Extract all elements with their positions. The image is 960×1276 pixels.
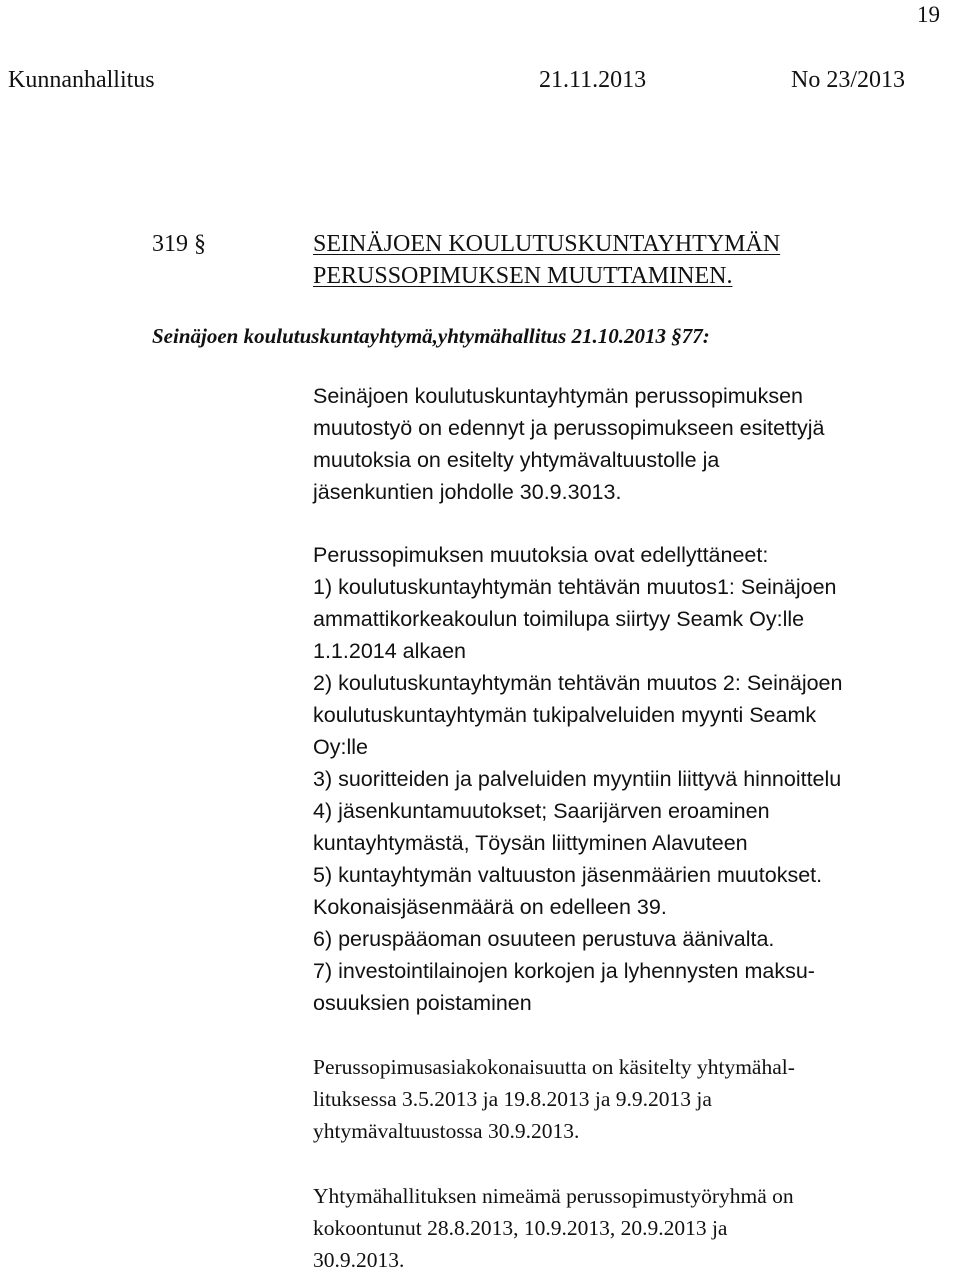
list-item-line: ammattikorkeakoulun toimilupa siirtyy Seamk Oy:lle: [313, 607, 805, 631]
header-meeting-number: No 23/2013: [791, 67, 905, 93]
paragraph-line: Perussopimusasiakokonaisuutta on käsitelty yhtymähal-: [313, 1055, 795, 1079]
reference-line: Seinäjoen koulutuskuntayhtymä,yhtymähallitus 21.10.2013 §77:: [152, 324, 710, 348]
list-item-line: 2) koulutuskuntayhtymän tehtävän muutos 2: Seinäjoen: [313, 671, 843, 695]
paragraph-line: Perussopimuksen muutoksia ovat edellyttäneet:: [313, 543, 769, 567]
paragraph-line: lituksessa 3.5.2013 ja 19.8.2013 ja 9.9.2013 ja: [313, 1087, 712, 1111]
paragraph-intro: [313, 380, 943, 508]
list-item-line: osuuksien poistaminen: [313, 991, 532, 1015]
list-item-line: Oy:lle: [313, 735, 368, 759]
paragraph-line: yhtymävaltuustossa 30.9.2013.: [313, 1119, 580, 1143]
section-title-line: PERUSSOPIMUKSEN MUUTTAMINEN.: [313, 263, 733, 289]
paragraph-changes-list: [313, 539, 943, 1019]
paragraph-line: kokoontunut 28.8.2013, 10.9.2013, 20.9.2013 ja: [313, 1216, 728, 1240]
section-number: 319 §: [152, 231, 206, 257]
paragraph-line: Yhtymähallituksen nimeämä perussopimustyöryhmä on: [313, 1184, 794, 1208]
header-body-name: Kunnanhallitus: [8, 67, 155, 93]
list-item-line: 1.1.2014 alkaen: [313, 639, 467, 663]
list-item-line: 1) koulutuskuntayhtymän tehtävän muutos1: Seinäjoen: [313, 575, 837, 599]
header-date: 21.11.2013: [539, 67, 647, 93]
paragraph-working-group: [313, 1180, 943, 1276]
paragraph-line: muutoksia on esitelty yhtymävaltuustolle ja: [313, 448, 720, 472]
section-title-line: SEINÄJOEN KOULUTUSKUNTAYHTYMÄN: [313, 231, 781, 257]
list-item-line: 5) kuntayhtymän valtuuston jäsenmäärien muutokset.: [313, 863, 823, 887]
list-item-line: Kokonaisjäsenmäärä on edelleen 39.: [313, 895, 667, 919]
page-number: 19: [917, 2, 940, 27]
list-item-line: kuntayhtymästä, Töysän liittyminen Alavuteen: [313, 831, 748, 855]
list-item-line: 6) peruspääoman osuuteen perustuva äänivalta.: [313, 927, 775, 951]
paragraph-processing: [313, 1051, 943, 1147]
paragraph-line: Seinäjoen koulutuskuntayhtymän perussopimuksen: [313, 384, 804, 408]
list-item-line: 4) jäsenkuntamuutokset; Saarijärven eroaminen: [313, 799, 770, 823]
section-title: [313, 228, 960, 292]
list-item-line: 3) suoritteiden ja palveluiden myyntiin liittyvä hinnoittelu: [313, 767, 842, 791]
paragraph-line: jäsenkuntien johdolle 30.9.3013.: [313, 480, 622, 504]
paragraph-line: muutostyö on edennyt ja perussopimukseen esitettyjä: [313, 416, 825, 440]
list-item-line: koulutuskuntayhtymän tukipalveluiden myynti Seamk: [313, 703, 817, 727]
paragraph-line: 30.9.2013.: [313, 1248, 405, 1272]
list-item-line: 7) investointilainojen korkojen ja lyhennysten maksu-: [313, 959, 815, 983]
